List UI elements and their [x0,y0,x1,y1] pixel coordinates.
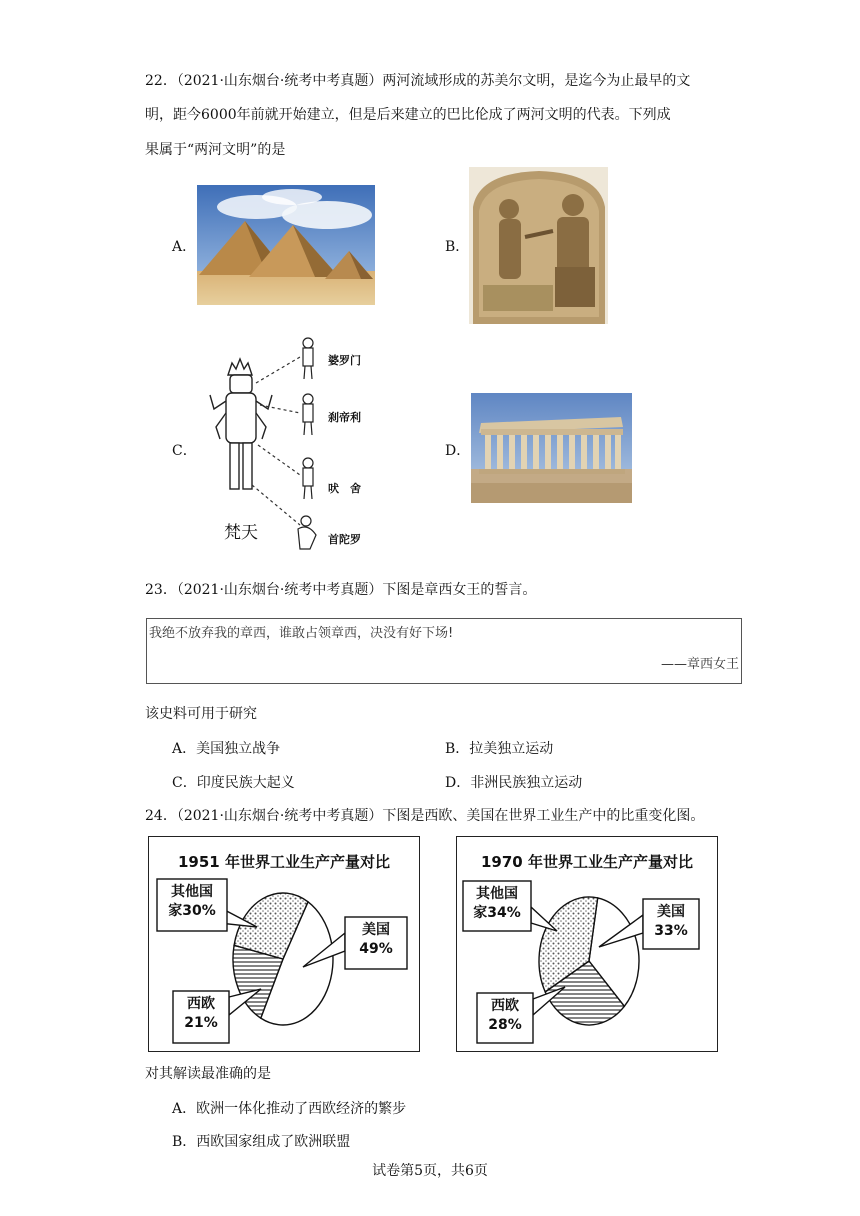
q23-option-a: A．美国独立战争 [172,741,281,757]
callout-western-europe-1951-text: 西欧 [187,996,215,1012]
callout-other-1970-text: 其他国 [476,886,518,902]
callout-other-1970 [463,881,557,931]
q23-option-d: D．非洲民族独立运动 [445,775,583,791]
q22-line-2: 明，距今6000年前就开始建立，但是后来建立的巴比伦成了两河文明的代表。下列成 [145,107,671,123]
callout-usa-1970-text: 美国 [657,904,685,920]
caste-label-shudra: 首陀罗 [328,533,361,546]
pie-1951-svg [149,837,421,1053]
callout-western-europe-1970-text: 西欧 [491,998,519,1014]
queen-oath-author: ——章西女王 [660,657,739,672]
queen-oath-text: 我绝不放弃我的章西，谁敢占领章西，决没有好下场! [149,626,454,641]
callout-western-europe-1970 [477,987,565,1043]
callout-western-europe-1951-text: 21% [184,1015,218,1031]
q23-line-1: 23．（2021·山东烟台·统考中考真题）下图是章西女王的誓言。 [145,582,537,598]
q24-line-1: 24．（2021·山东烟台·统考中考真题）下图是西欧、美国在世界工业生产中的比重变化图。 [145,808,705,824]
pie-1970-title: 1970 年世界工业生产产量对比 [481,853,693,871]
callout-western-europe-1970-text: 28% [488,1017,522,1033]
q22-option-a-label: A． [172,239,197,255]
caste-label-kshatriya: 刹帝利 [328,411,361,424]
pie-1951-title: 1951 年世界工业生产产量对比 [178,853,390,871]
callout-usa-1951-text: 49% [359,941,393,957]
q23-option-b: B．拉美独立运动 [445,741,554,757]
caste-label-brahmin: 婆罗门 [328,354,361,367]
page-footer: 试卷第5页，共6页 [372,1163,488,1179]
callout-other-1951-text: 家30% [168,903,216,919]
callout-western-europe-1951 [173,989,261,1043]
callout-other-1970-text: 家34% [473,905,521,921]
callout-usa-1951-text: 美国 [362,922,390,938]
q23-prompt: 该史料可用于研究 [145,706,257,722]
q22-option-d-label: D． [445,443,471,459]
pie-chart-1970 [456,836,718,1052]
q22-option-b-label: B． [445,239,470,255]
q24-prompt: 对其解读最准确的是 [145,1066,271,1082]
hammurabi-stele-image [469,167,608,324]
q24-option-b: B．西欧国家组成了欧洲联盟 [172,1134,351,1150]
brahma-label: 梵天 [224,523,258,543]
q23-option-c: C．印度民族大起义 [172,775,295,791]
pie-chart-1951 [148,836,420,1052]
pie-1970-svg [457,837,719,1053]
q22-line-1: 22．（2021·山东烟台·统考中考真题）两河流域形成的苏美尔文明，是迄今为止最早的文 [145,73,691,89]
callout-other-1951-text: 其他国 [171,884,213,900]
callout-other-1951 [157,879,257,931]
parthenon-image [471,393,632,503]
q22-line-3: 果属于“两河文明”的是 [145,142,286,158]
caste-label-vaishya: 吠 舍 [328,482,361,495]
pyramids-image [197,185,375,305]
q22-option-c-label: C． [172,443,197,459]
callout-usa-1970-text: 33% [654,923,688,939]
queen-oath-box [146,618,742,684]
q24-option-a: A．欧洲一体化推动了西欧经济的繁步 [172,1101,407,1117]
